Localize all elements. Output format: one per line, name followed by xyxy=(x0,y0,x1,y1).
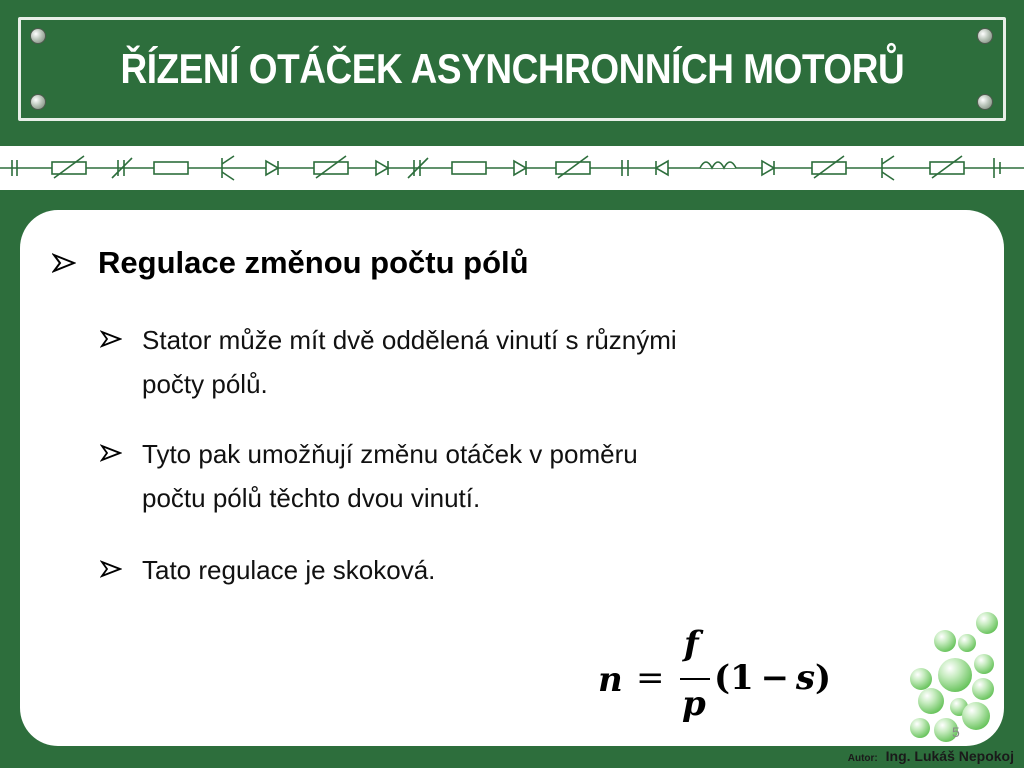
main-bullet-text: Regulace změnou počtu pólů xyxy=(98,245,529,280)
formula-lhs: n xyxy=(598,660,623,700)
formula-numerator: f xyxy=(684,624,699,664)
bubble-icon xyxy=(910,668,932,690)
bubble-icon xyxy=(938,658,972,692)
bubble-icon xyxy=(972,678,994,700)
circuit-symbols-strip xyxy=(0,146,1024,190)
author-credit xyxy=(848,748,1014,764)
formula-equals: = xyxy=(636,658,665,698)
title-frame xyxy=(18,17,1006,121)
sub-bullet xyxy=(100,432,638,520)
decorative-bubbles xyxy=(900,610,1024,750)
arrow-bullet-icon xyxy=(100,444,122,462)
sub-bullet-line: počtu pólů těchto dvou vinutí. xyxy=(142,483,481,513)
page-number: 5 xyxy=(952,724,960,740)
sub-bullet xyxy=(100,318,677,406)
formula-parenthesis: (1 − s) xyxy=(714,658,832,698)
bubble-icon xyxy=(934,630,956,652)
rivet-icon xyxy=(977,28,993,44)
bubble-icon xyxy=(910,718,930,738)
sub-bullet-line: Tato regulace je skoková. xyxy=(142,555,436,585)
slide-title: ŘÍZENÍ OTÁČEK ASYNCHRONNÍCH MOTORŮ xyxy=(120,45,904,92)
rivet-icon xyxy=(30,28,46,44)
author-name: Ing. Lukáš Nepokoj xyxy=(885,748,1014,764)
rivet-icon xyxy=(977,94,993,110)
sub-bullet-line: Stator může mít dvě oddělená vinutí s různými xyxy=(142,325,677,355)
sub-bullet xyxy=(100,548,435,592)
arrow-bullet-icon xyxy=(52,253,76,273)
rivet-icon xyxy=(30,94,46,110)
bubble-icon xyxy=(962,702,990,730)
main-bullet xyxy=(52,245,529,281)
speed-formula xyxy=(596,624,856,734)
bubble-icon xyxy=(974,654,994,674)
bubble-icon xyxy=(958,634,976,652)
fraction-bar xyxy=(680,678,710,680)
bubble-icon xyxy=(918,688,944,714)
bubble-icon xyxy=(976,612,998,634)
sub-bullet-line: Tyto pak umožňují změnu otáček v poměru xyxy=(142,439,638,469)
formula-denominator: p xyxy=(682,684,706,724)
circuit-symbols-icon xyxy=(0,146,1024,190)
author-label: Autor: xyxy=(847,753,878,764)
arrow-bullet-icon xyxy=(100,560,122,578)
sub-bullet-line: počty pólů. xyxy=(142,369,268,399)
arrow-bullet-icon xyxy=(100,330,122,348)
